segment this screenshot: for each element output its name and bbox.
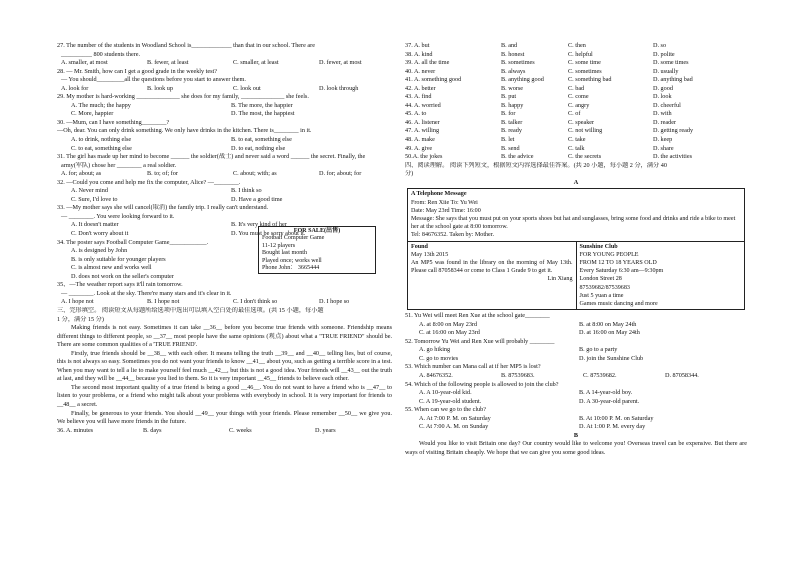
cloze-options-row <box>405 68 747 77</box>
option-b: B. It's very kind of her <box>231 221 287 229</box>
message-date: Date: May 23rd Time: 16:00 <box>411 207 481 214</box>
club-line: 87539682/87539683 <box>579 284 630 291</box>
option-b: B. go to a party <box>579 346 618 354</box>
option-d: D. join the Sunshine Club <box>579 354 644 362</box>
option-a: A. 84676352. <box>419 371 453 379</box>
option-c: C. talk <box>568 144 585 152</box>
option-a: A. for; about; as <box>61 170 102 178</box>
cloze-options-row <box>405 127 747 136</box>
option-d: D. cheerful <box>653 101 681 109</box>
option-d: D. at 16:00 on May 24th <box>579 329 640 337</box>
option-c: C. take <box>568 136 586 144</box>
option-b: B. anything good <box>501 76 544 84</box>
found-body: An MP5 was found in the library on the morning of May 13th. Please call 87058344 or come to Class 1 Grade 9 to get it. <box>411 259 573 275</box>
poster-title: FOR SALE(出售) <box>293 228 341 234</box>
q55-options-2 <box>405 423 747 432</box>
option-c: C. the secrets <box>568 153 602 161</box>
section-3-heading-cont: 1 分，满分 15 分) <box>57 315 104 323</box>
club-line: Games music dancing and more <box>579 300 658 307</box>
option-b: B. talker <box>501 118 523 126</box>
option-b: B. honest <box>501 50 525 58</box>
option-c: C. speaker <box>568 118 595 126</box>
poster-line: Played once; works well <box>262 257 322 264</box>
found-signature: Lin Xiang <box>547 276 573 283</box>
option-b: B. At 10:00 P. M. on Saturday <box>579 414 654 422</box>
message-from: From: Ren Xiie To: Yu Wei <box>411 199 478 206</box>
option-d: D. I hope so <box>319 298 350 306</box>
passage-b-label: B <box>573 431 579 439</box>
q29-stem: 29. My mother is hard-working ______________ she does for my family, ______________ she feels. <box>57 93 309 101</box>
option-a: A. It doesn't matter <box>71 221 119 229</box>
option-a: 44. A. worried <box>405 101 441 109</box>
found-date: May 13th 2015 <box>411 251 449 258</box>
option-d: D. share <box>653 144 674 152</box>
cloze-options-row <box>405 59 747 68</box>
passage-b-text: Would you like to visit Britain one day? Our country would like to welcome you! Overseas travel can be expensive. But there are ways of visiting Britain cheaply. We hope that we can give you some good ideas. <box>405 440 747 456</box>
option-d: D. Have a good time <box>231 195 283 203</box>
poster-line: Bought last month <box>262 250 308 257</box>
cloze-options-row <box>405 153 747 162</box>
option-d: D. The most, the happiest <box>231 110 295 118</box>
option-a: A. to drink, nothing else <box>71 136 132 144</box>
option-d: D. You must be sorry about it. <box>231 230 306 238</box>
q30-stem: 30. —Mum, can I have something________? <box>57 118 170 126</box>
option-d: D. A 30-year-old parent. <box>579 397 640 405</box>
option-a: A. Never mind <box>71 187 108 195</box>
q30-options-2 <box>57 145 392 154</box>
option-d: D. for; about; for <box>319 170 362 178</box>
q34-option-b: B. is only suitable for younger players <box>71 255 166 263</box>
option-b: B. The more, the happier <box>231 101 293 109</box>
cloze-options-row <box>405 76 747 85</box>
option-b: B. I hope not <box>147 298 180 306</box>
option-a: A. I hope not <box>61 298 94 306</box>
option-b: B. look up <box>147 84 173 92</box>
option-c: C. At 7:00 A. M. on Sunday <box>419 423 489 431</box>
option-b: B. for <box>501 110 516 118</box>
option-a: 49. A. give <box>405 144 433 152</box>
q27-stem-cont: __________ 800 students there. <box>61 50 141 58</box>
option-b: B. and <box>501 42 518 49</box>
option-a: A. smaller, at most <box>61 59 108 67</box>
q55-options-1 <box>405 415 747 424</box>
club-line: FROM 12 TO 18 YEARS OLD <box>579 259 657 266</box>
q31-stem-cont: army(军队) chose her ________ a real soldier. <box>61 161 177 169</box>
club-line: Just 5 yuan a time <box>579 292 624 299</box>
q33-stem: 33. —My mother says she will cancel(取消) the family trip. I really can't understand. <box>57 204 269 212</box>
option-c: C. something bad <box>568 76 612 84</box>
q30-options-1 <box>57 136 392 145</box>
option-b: B. I think so <box>231 187 262 195</box>
option-c: C. come <box>568 93 589 101</box>
option-d: D. usually <box>653 67 679 75</box>
option-a: A. At 7:00 P. M. on Saturday <box>419 414 491 422</box>
q34-stem: 34. The poster says Football Computer Game____________. <box>57 238 209 246</box>
q54-options-1 <box>405 389 747 398</box>
option-a: 36. A. minutes <box>57 426 94 434</box>
option-c: C. then <box>568 42 586 49</box>
option-a: 39. A. all the time <box>405 59 450 67</box>
option-b: B. to eat, something else <box>231 136 292 144</box>
option-a: 38. A. kind <box>405 50 433 58</box>
cloze-options-row <box>405 85 747 94</box>
cloze-options-row <box>405 51 747 60</box>
for-sale-poster <box>258 226 376 274</box>
cloze-options-row <box>405 102 747 111</box>
option-a: A. The much; the happy <box>71 101 131 109</box>
club-title: Sunshine Club <box>579 243 618 250</box>
option-c: C. angry <box>568 101 590 109</box>
option-c: C. 87539682. <box>583 371 617 379</box>
q30-stem-cont: —Oh, dear. You can only drink something. We only have drinks in the kitchen. There is________ in it. <box>57 127 312 135</box>
option-d: D. the activities <box>653 153 693 161</box>
option-d: D. with <box>653 110 672 118</box>
q54-options-2 <box>405 398 747 407</box>
q33-stem-cont: — ________. You were looking forward to it. <box>61 212 175 220</box>
q52-options-2 <box>405 355 747 364</box>
option-b: B. to; of; for <box>147 170 178 178</box>
q55-stem: 55. When can we go to the club? <box>405 406 486 414</box>
q35-stem: 35、—The weather report says it'll rain tomorrow. <box>57 281 183 289</box>
poster-line: Football Computer Game <box>262 235 325 242</box>
option-a: A. at 8:00 on May 23rd <box>419 320 478 328</box>
option-c: C. weeks <box>229 426 252 434</box>
option-c: C. bad <box>568 84 585 92</box>
cloze-paragraph-2: Firstly, true friends should be __38__ with each other. It means telling the truth __39__ and __40__ telling lies, but of course, this is not always so easy. Sometimes you do not want your friends to know __41__ about you, such as getting a terrible score in a test. When you may want to tell a lie to make yourself feel much __42__, but this is not a good idea. Your friends will __43__ out the truth at last, and they will be __44__ because you lied to them. So it is very important __45__ friends to believe each other. <box>57 349 392 383</box>
passage-a-label: A <box>573 178 579 186</box>
option-b: B. always <box>501 67 526 75</box>
q28-options <box>57 85 392 94</box>
option-a: A. A 10-year-old kid. <box>419 389 472 397</box>
option-b: B. send <box>501 144 520 152</box>
cloze-options-row <box>405 145 747 154</box>
found-notice <box>408 241 577 310</box>
message-title: A Telephone Message <box>411 191 467 198</box>
club-line: FOR YOUNG PEOPLE <box>579 251 639 258</box>
option-b: B. sometimes <box>501 59 535 67</box>
option-a: 47. A. willing <box>405 127 440 135</box>
cloze-paragraph-3: The second most important quality of a true friend is being a good __46__. You do not want to have a friend who is __47__ to listen to your problems, or a friend who might talk about your problems with everybody in school. It is very important for friends to __48__ a secret. <box>57 383 392 408</box>
poster-line: 11-12 players <box>262 242 296 249</box>
q32-options-2 <box>57 196 392 205</box>
q35-stem-cont: — ________. Look at the sky. There're many stars and it's clear in it. <box>61 289 232 297</box>
message-body: Message: She says that you must put on your sports shoes but hat and sunglasses, bring some food and drinks and ride a bike to meet her at the school gate at 8:00 tomorrow. <box>411 215 736 231</box>
option-b: B. days <box>143 426 162 434</box>
option-b: B. happy <box>501 101 524 109</box>
option-d: D. getting ready <box>653 127 694 135</box>
option-c: C. smaller, at least <box>233 59 279 67</box>
option-c: C. Don't worry about it <box>71 230 129 238</box>
option-d: D. some times <box>653 59 689 67</box>
message-tel: Tel: 84676352. Taken by: Mother. <box>411 232 494 239</box>
cloze-options-37-50 <box>405 42 747 162</box>
q35-options <box>57 298 392 307</box>
club-line: London Street 28 <box>579 276 622 283</box>
option-c: C. go to movies <box>419 354 459 362</box>
q51-options-2 <box>405 329 747 338</box>
option-a: 46. A. listener <box>405 118 440 126</box>
q52-stem: 52. Tomorrow Yu Wei and Ren Xue will probably ________ <box>405 337 555 345</box>
section-4-heading: 四、阅读理解。 阅读下列短文，根据短文内容选择最佳答案。(共 20 小题，每小题 2 分，满分 40 <box>405 161 667 169</box>
q28-stem-cont: — You should_________all the questions before you start to answer them. <box>61 76 246 84</box>
q31-options <box>57 170 392 179</box>
option-c: C. to eat, something else <box>71 144 132 152</box>
poster-line: Phone John： 3665444 <box>262 265 320 272</box>
section-4-heading-cont: 分) <box>405 170 414 178</box>
option-a: 37. A. but <box>405 42 430 49</box>
telephone-message <box>408 189 745 241</box>
cloze-paragraph-4: Finally, be generous to your friends. You should __49__ your things with your friends. Please remember __50__ we give you. We believe you will have more friends in the future. <box>57 409 392 426</box>
option-c: C. some time <box>568 59 601 67</box>
option-c: C. not willing <box>568 127 603 135</box>
option-c: C. More, happier <box>71 110 114 118</box>
cloze-options-row <box>405 93 747 102</box>
option-a: A. look for <box>61 84 89 92</box>
cloze-paragraph-1: Making friends is not easy. Sometimes it can take __36__ before you become true friends with someone. Friendship means different things to different people, so __37__ most people have the same opinions (观点) about what a "TRUE FRIEND" should be. There are some common qualities of a 'TRUE FRIEND'. <box>57 324 392 349</box>
q51-stem: 51. Yu Wei will meet Ren Xue at the school gate________ <box>405 312 550 320</box>
cloze-options-row <box>405 119 747 128</box>
cloze-options-row <box>405 136 747 145</box>
option-d: D. anything bad <box>653 76 693 84</box>
found-title: Found <box>411 243 428 250</box>
option-d: D. At 1:00 P. M. every day <box>579 423 646 431</box>
option-a: 48. A. make <box>405 136 435 144</box>
q34-option-d: D. does not work on the seller's computer <box>71 272 174 280</box>
option-c: C. A 19-year-old student. <box>419 397 482 405</box>
section-3-heading: 三、完形填空。 阅读短文从每题所给选项中选出可以填入空白处的最佳选项。(共 15 小题，每小题 <box>57 306 324 314</box>
option-c: C. sometimes <box>568 67 602 75</box>
option-d: D. 87058344. <box>665 371 699 379</box>
q27-stem: 27. The number of the students in Woodland School is_____________ than that in our school. There are <box>57 42 315 49</box>
option-c: C. helpful <box>568 50 593 58</box>
option-c: C. about; with; as <box>233 170 277 178</box>
option-c: C. of <box>568 110 581 118</box>
q32-options-1 <box>57 187 392 196</box>
option-a: 43. A. find <box>405 93 432 101</box>
option-d: D. so <box>653 42 667 49</box>
cloze-options-row <box>405 110 747 119</box>
option-d: D. years <box>315 426 336 434</box>
option-b: B. the advice <box>501 153 534 161</box>
q51-options-1 <box>405 321 747 330</box>
q34-option-a: A. is designed by John <box>71 247 128 255</box>
notices-table <box>407 188 745 310</box>
option-b: B. fewer, at least <box>147 59 189 67</box>
q34-option-c: C. is almost new and works well <box>71 264 152 272</box>
q52-options-1 <box>405 346 747 355</box>
option-b: B. at 8:00 on May 24th <box>579 320 637 328</box>
option-c: C. at 16:00 on May 23rd <box>419 329 480 337</box>
club-line: Every Saturday 6:30 am—9:30pm <box>579 268 664 275</box>
q28-stem: 28. — Mr. Smith, how can I get a good grade in the weekly test? <box>57 67 217 75</box>
option-d: D. good <box>653 84 673 92</box>
option-b: B. let <box>501 136 515 144</box>
option-d: D. to eat, nothing else <box>231 144 286 152</box>
option-b: B. A 14-year-old boy. <box>579 389 633 397</box>
right-column <box>405 42 747 457</box>
q53-options <box>405 372 747 381</box>
option-a: 50.A. the jokes <box>405 153 443 161</box>
q27-options <box>57 59 392 68</box>
option-c: C. I don't think so <box>233 298 278 306</box>
option-d: D. reader <box>653 118 677 126</box>
q29-options-1 <box>57 102 392 111</box>
q31-stem: 31. The girl has made up her mind to become ______ the soldier(战士) and never said a word ______ the secret. Finally, the <box>57 153 366 161</box>
option-d: D. look <box>653 93 672 101</box>
option-a: A. go hiking <box>419 346 451 354</box>
q54-stem: 54. Which of the following people is allowed to join the club? <box>405 380 559 388</box>
option-a: 42. A. better <box>405 84 436 92</box>
cloze-options-row <box>405 42 747 51</box>
q29-options-2 <box>57 110 392 119</box>
option-a: 41. A. something good <box>405 76 462 84</box>
q53-stem: 53. Which number can Mana call at if her MP5 is lost? <box>405 363 541 371</box>
option-a: 40. A. never <box>405 67 436 75</box>
option-d: D. keep <box>653 136 673 144</box>
q36-options <box>57 427 392 436</box>
option-b: B. put <box>501 93 517 101</box>
option-b: B. 87539683. <box>501 371 535 379</box>
option-c: C. look out <box>233 84 261 92</box>
q32-stem: 32. —Could you come and help me fix the computer, Alice? —________. <box>57 178 241 186</box>
option-d: D. polite <box>653 50 675 58</box>
option-b: B. ready <box>501 127 522 135</box>
option-d: D. look through <box>319 84 359 92</box>
option-a: 45. A. to <box>405 110 427 118</box>
option-b: B. worse <box>501 84 523 92</box>
sunshine-club-notice <box>576 241 745 310</box>
option-d: D. fewer, at most <box>319 59 362 67</box>
option-c: C. Sure, I'd love to <box>71 195 118 203</box>
